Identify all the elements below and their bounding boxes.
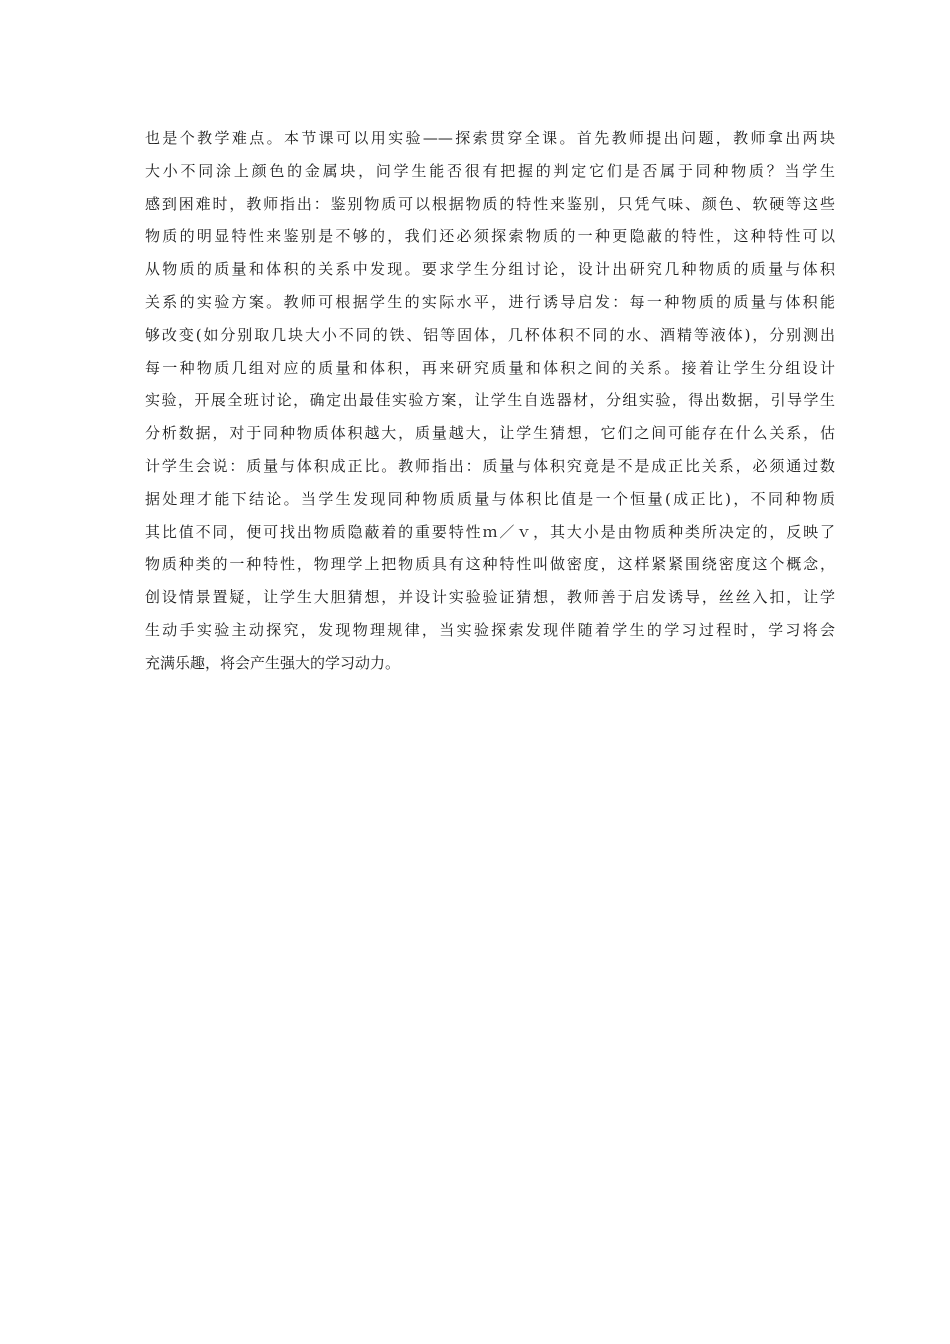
text-line: 感到困难时，教师指出：鉴别物质可以根据物质的特性来鉴别，只凭气味、颜色、软硬等这些 bbox=[145, 194, 835, 213]
text-line: 物质种类的一种特性，物理学上把物质具有这种特性叫做密度，这样紧紧围绕密度这个概念， bbox=[145, 555, 835, 574]
text-line: 创设情景置疑，让学生大胆猜想，并设计实验验证猜想，教师善于启发诱导，丝丝入扣，让学 bbox=[145, 588, 835, 607]
text-line: 分析数据，对于同种物质体积越大，质量越大，让学生猜想，它们之间可能存在什么关系，估 bbox=[145, 424, 835, 443]
text-line: 也是个教学难点。本节课可以用实验——探索贯穿全课。首先教师提出问题，教师拿出两块 bbox=[145, 129, 835, 147]
text-line: 关系的实验方案。教师可根据学生的实际水平，进行诱导启发：每一种物质的质量与体积能 bbox=[145, 292, 835, 311]
text-line: 每一种物质几组对应的质量和体积，再来研究质量和体积之间的关系。接着让学生分组设计 bbox=[145, 358, 835, 377]
text-line: 大小不同涂上颜色的金属块，问学生能否很有把握的判定它们是否属于同种物质？当学生 bbox=[145, 161, 835, 180]
text-line: 够改变(如分别取几块大小不同的铁、铝等固体，几杯体积不同的水、酒精等液体)，分别测出 bbox=[145, 325, 835, 344]
text-line: 实验，开展全班讨论，确定出最佳实验方案，让学生自选器材，分组实验，得出数据，引导学生 bbox=[145, 391, 835, 410]
text-line: 从物质的质量和体积的关系中发现。要求学生分组讨论，设计出研究几种物质的质量与体积 bbox=[145, 260, 835, 279]
text-line: 生动手实验主动探究，发现物理规律，当实验探索发现伴随着学生的学习过程时，学习将会 bbox=[145, 620, 835, 639]
text-line: 充满乐趣，将会产生强大的学习动力。 bbox=[145, 653, 401, 672]
text-line: 据处理才能下结论。当学生发现同种物质质量与体积比值是一个恒量(成正比)，不同种物质 bbox=[145, 489, 835, 508]
text-line: 物质的明显特性来鉴别是不够的，我们还必须探索物质的一种更隐蔽的特性，这种特性可以 bbox=[145, 227, 835, 246]
body-paragraph bbox=[145, 122, 835, 680]
text-line: 计学生会说：质量与体积成正比。教师指出：质量与体积究竟是不是成正比关系，必须通过数 bbox=[145, 456, 835, 475]
text-line: 其比值不同，便可找出物质隐蔽着的重要特性ｍ／ｖ，其大小是由物质种类所决定的，反映了 bbox=[145, 522, 835, 541]
